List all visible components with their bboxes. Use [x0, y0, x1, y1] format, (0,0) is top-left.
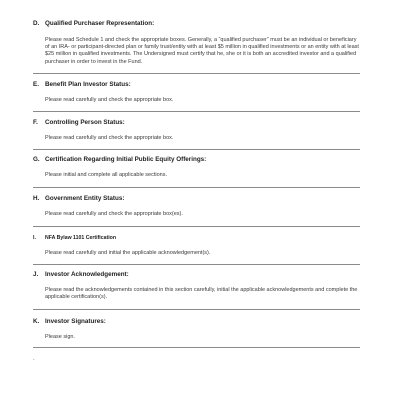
section-title: Certification Regarding Initial Public Equity Offerings: [45, 156, 207, 163]
section-letter: E. [33, 81, 39, 88]
section-heading [33, 81, 360, 89]
section-title: Controlling Person Status: [45, 119, 125, 126]
section-instructions: Please read carefully and initial the applicable acknowledgement(s). [45, 250, 211, 256]
section-letter: K. [33, 318, 40, 325]
section-letter: D. [33, 20, 40, 27]
section-title: Benefit Plan Investor Status: [45, 81, 131, 88]
section-instructions: Please read the acknowledgements contained in this section carefully, initial the applicable acknowledgements and complete the applicable certification(s). [45, 287, 358, 301]
section-heading [33, 318, 360, 326]
section-title: Government Entity Status: [45, 195, 125, 202]
section-letter: J. [33, 271, 39, 278]
section-g-ipo-certification [33, 156, 360, 188]
section-e-benefit-plan [33, 81, 360, 112]
section-h-government-entity [33, 195, 360, 227]
section-instructions: Please read carefully and check the appropriate box. [45, 135, 174, 141]
section-title: Investor Acknowledgement: [45, 271, 129, 278]
section-heading [33, 234, 360, 242]
section-title: Investor Signatures: [45, 318, 106, 325]
section-instructions: Please read Schedule 1 and check the appropriate boxes. Generally, a “qualified purchaser” must be an individual or beneficiary of an IRA- or participant-directed plan or family trust/entity with at least $5 million in qualified investments or an entity with at least $25 million in qualified investments. The Undersigned must certify that he, she or it is both an accredited investor and a qualified purchaser in order to invest in the Fund. [45, 37, 359, 65]
section-letter: G. [33, 156, 40, 163]
section-instructions: Please read carefully and check the appropriate box(es). [45, 211, 183, 217]
trailing-mark: . [33, 356, 35, 362]
section-heading [33, 156, 360, 164]
section-i-nfa-bylaw [33, 234, 360, 265]
section-letter: H. [33, 195, 40, 202]
section-f-controlling-person [33, 119, 360, 150]
section-heading [33, 119, 360, 127]
section-instructions: Please sign. [45, 334, 75, 340]
section-instructions: Please read carefully and check the appropriate box. [45, 97, 174, 103]
section-heading [33, 271, 360, 279]
section-heading [33, 195, 360, 203]
section-letter: F. [33, 119, 38, 126]
section-title: NFA Bylaw 1101 Certification [45, 235, 117, 241]
section-j-investor-acknowledgement [33, 271, 360, 310]
section-k-investor-signatures [33, 318, 360, 348]
section-d-qualified-purchaser [33, 20, 360, 74]
section-heading [33, 20, 360, 28]
section-instructions: Please initial and complete all applicable sections. [45, 172, 167, 178]
section-title: Qualified Purchaser Representation: [45, 20, 155, 27]
section-letter: I. [33, 235, 36, 241]
